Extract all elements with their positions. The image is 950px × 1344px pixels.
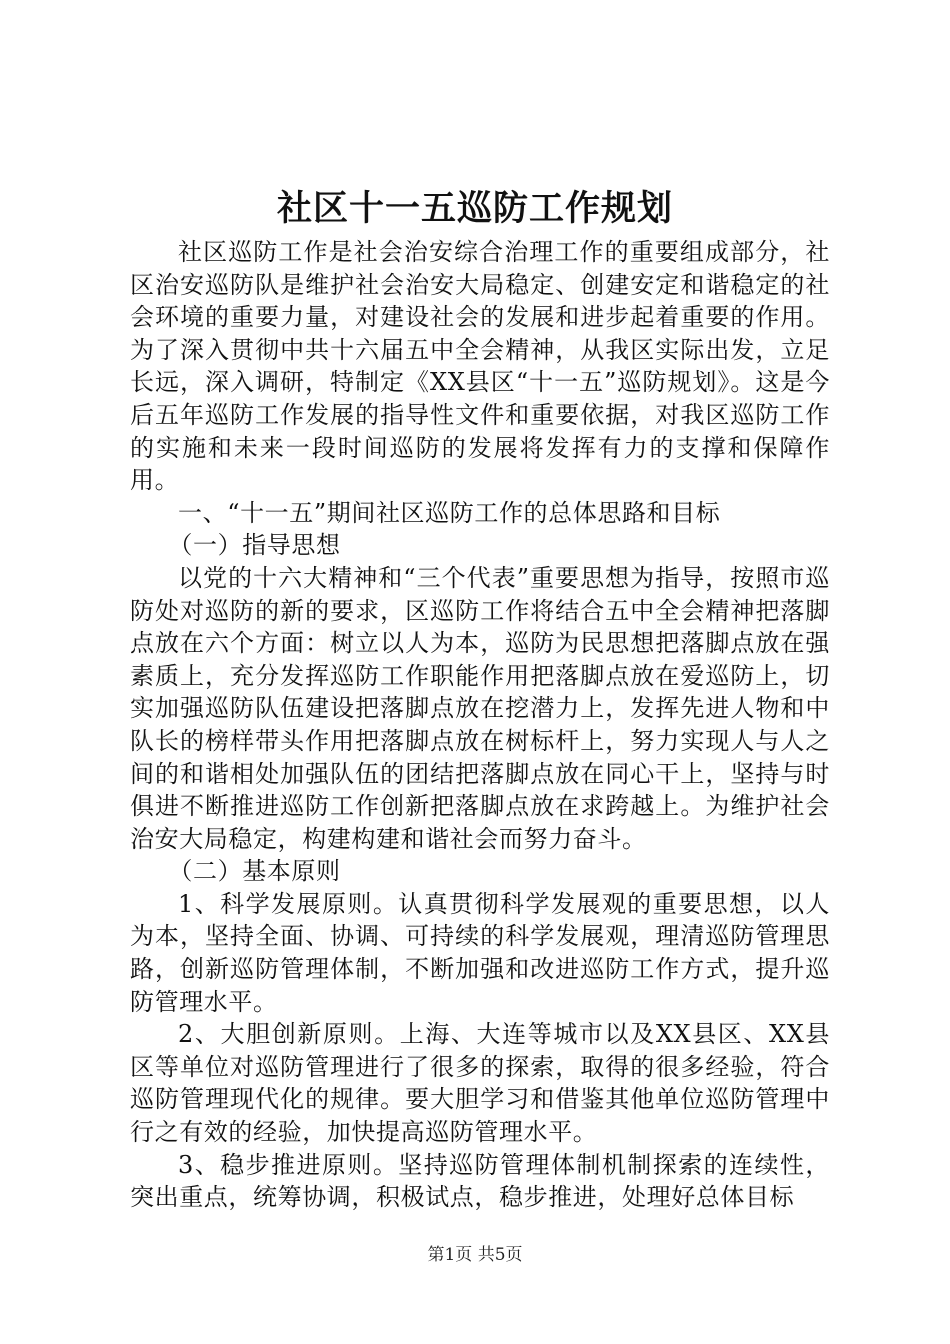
document-title: 社区十一五巡防工作规划 — [276, 188, 673, 229]
principle-1-paragraph: 1、科学发展原则。认真贯彻科学发展观的重要思想，以人为本，坚持全面、协调、可持续的科学发展观，理清巡防管理思路，创新巡防管理体制，不断加强和改进巡防工作方式，提升巡防管理水平。 — [130, 889, 830, 1016]
guiding-ideology-paragraph: 以党的十六大精神和“三个代表”重要思想为指导，按照市巡防处对巡防的新的要求，区巡防工作将结合五中全会精神把落脚点放在六个方面：树立以人为本，巡防为民思想把落脚点放在强素质上，充分发挥巡防工作职能作用把落脚点放在爱巡防上，切实加强巡防队伍建设把落脚点放在挖潜力上，发挥先进人物和中队长的榜样带头作用把落脚点放在树标杆上，努力实现人与人之间的和谐相处加强队伍的团结把落脚点放在同心干上，坚持与时俱进不断推进巡防工作创新把落脚点放在求跨越上。为维护社会治安大局稳定，构建构建和谐社会而努力奋斗。 — [130, 563, 830, 853]
subsection-heading-guiding-ideology: （一）指导思想 — [168, 531, 341, 560]
page-footer: 第1页 共5页 — [427, 1245, 523, 1265]
subsection-heading-basic-principles: （二）基本原则 — [168, 857, 341, 886]
principle-3-paragraph: 3、稳步推进原则。坚持巡防管理体制机制探索的连续性，突出重点，统筹协调，积极试点，稳步推进，处理好总体目标 — [130, 1150, 830, 1212]
document-body — [130, 236, 830, 1214]
principle-2-paragraph: 2、大胆创新原则。上海、大连等城市以及XX县区、XX县区等单位对巡防管理进行了很多的探索，取得的很多经验，符合巡防管理现代化的规律。要大胆学习和借鉴其他单位巡防管理中行之有效的经验，加快提高巡防管理水平。 — [130, 1020, 830, 1147]
intro-paragraph: 社区巡防工作是社会治安综合治理工作的重要组成部分，社区治安巡防队是维护社会治安大局稳定、创建安定和谐稳定的社会环境的重要力量，对建设社会的发展和进步起着重要的作用。为了深入贯彻中共十六届五中全会精神，从我区实际出发，立足长远，深入调研，特制定《XX县区“十一五”巡防规划》。这是今后五年巡防工作发展的指导性文件和重要依据，对我区巡防工作的实施和未来一段时间巡防的发展将发挥有力的支撑和保障作用。 — [130, 238, 830, 495]
section-heading-1: 一、“十一五”期间社区巡防工作的总体思路和目标 — [178, 498, 721, 527]
